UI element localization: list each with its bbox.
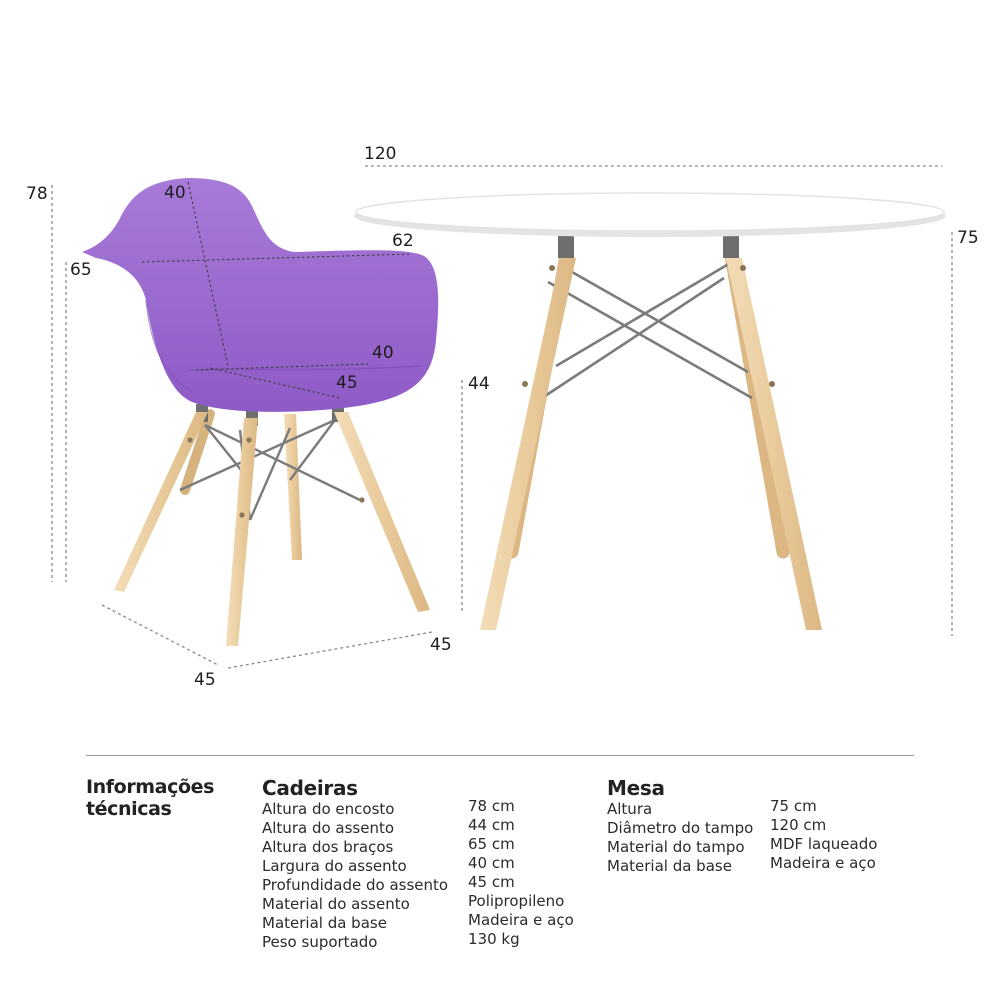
spec-label: Material do assento <box>262 895 410 913</box>
info-title-line2: técnicas <box>86 798 172 820</box>
table-spec-values <box>770 797 877 873</box>
section-divider <box>86 755 914 756</box>
dim-line-base-width <box>228 632 432 668</box>
dim-label-seat-width-top: 40 <box>164 183 186 203</box>
dim-label-base-width: 45 <box>430 635 452 655</box>
table-leg-front-left <box>480 258 576 630</box>
spec-label: Profundidade do assento <box>262 876 449 894</box>
spec-label: Largura do assento <box>262 857 407 875</box>
dim-label-backrest-height: 78 <box>26 184 48 204</box>
spec-value: 65 cm <box>468 835 515 853</box>
table-leg-front-right <box>726 258 822 630</box>
chair <box>82 178 438 646</box>
chair-leg-front-left <box>114 412 208 592</box>
table <box>354 193 946 630</box>
info-title-line1: Informações <box>86 776 215 798</box>
dim-label-table-diameter: 120 <box>364 144 397 164</box>
table-spec-labels <box>607 800 753 876</box>
spec-value: 78 cm <box>468 797 515 815</box>
chairs-spec-labels <box>262 800 448 952</box>
dim-label-seat-depth: 45 <box>336 373 358 393</box>
spec-label: Altura do assento <box>262 819 395 837</box>
spec-label: Altura do encosto <box>262 800 395 818</box>
spec-label: Material da base <box>607 857 732 875</box>
spec-label: Peso suportado <box>262 933 378 951</box>
chairs-spec-values <box>468 797 574 949</box>
info-section-title <box>86 776 246 820</box>
dim-line-base-depth <box>102 605 218 665</box>
spec-value: 40 cm <box>468 854 515 872</box>
dim-label-seat-height: 44 <box>468 374 490 394</box>
spec-value: 44 cm <box>468 816 515 834</box>
dim-label-arm-span: 62 <box>392 231 414 251</box>
spec-value: MDF laqueado <box>770 835 878 853</box>
spec-label: Altura dos braços <box>262 838 394 856</box>
tabletop <box>356 193 944 231</box>
spec-label: Material do tampo <box>607 838 745 856</box>
spec-value: 75 cm <box>770 797 817 815</box>
spec-value: Madeira e aço <box>468 911 574 929</box>
spec-label: Material da base <box>262 914 387 932</box>
dim-label-table-height: 75 <box>957 228 979 248</box>
spec-label: Diâmetro do tampo <box>607 819 754 837</box>
chairs-heading: Cadeiras <box>262 776 358 800</box>
spec-label: Altura <box>607 800 653 818</box>
spec-value: 45 cm <box>468 873 515 891</box>
dim-label-arm-height: 65 <box>70 260 92 280</box>
dim-label-seat-width: 40 <box>372 343 394 363</box>
spec-value: Madeira e aço <box>770 854 876 872</box>
dim-label-base-depth: 45 <box>194 670 216 690</box>
spec-value: 130 kg <box>468 930 520 948</box>
chair-leg-front-right <box>334 412 430 612</box>
table-heading: Mesa <box>607 776 665 800</box>
spec-value: Polipropileno <box>468 892 565 910</box>
spec-value: 120 cm <box>770 816 827 834</box>
chair-leg-front-center <box>226 418 258 646</box>
table-steel-brace <box>542 262 752 398</box>
